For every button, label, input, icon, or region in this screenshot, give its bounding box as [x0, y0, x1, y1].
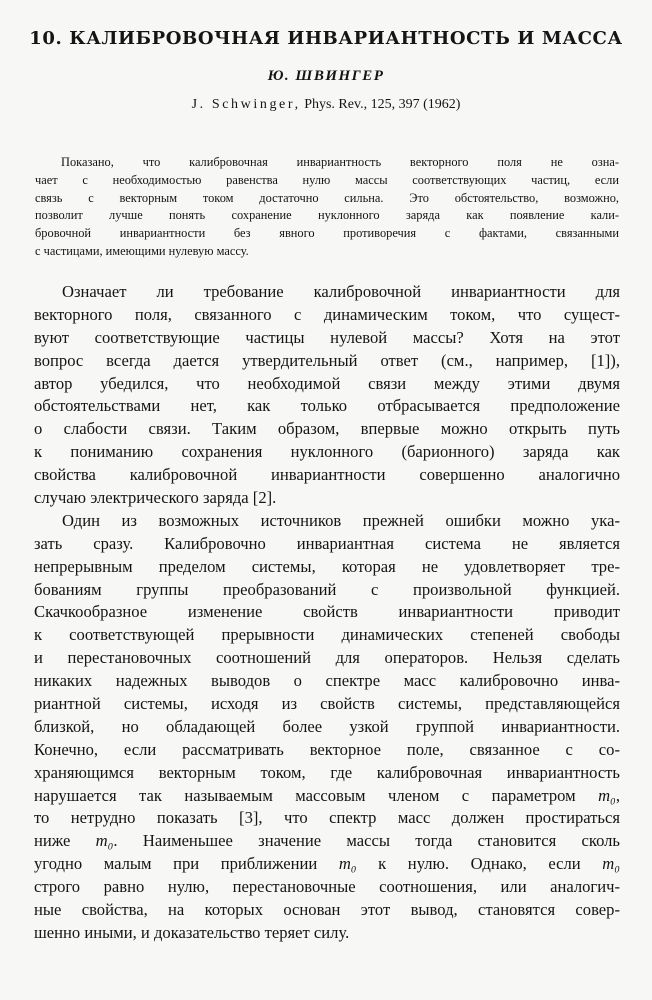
abstract-line: с частицами, имеющими нулевую массу.	[35, 243, 249, 258]
paragraph-1-line: к пониманию сохранения нуклонного (барионного) заряда как	[34, 442, 620, 462]
citation-reference: Phys. Rev., 125, 397 (1962)	[304, 97, 461, 112]
paragraph-2-line: Скачкообразное изменение свойств инвариантности приводит	[34, 602, 620, 622]
paragraph-1-line: автор убедился, что необходимой связи между этими двумя	[34, 373, 620, 393]
paragraph-2-line: ные свойства, на которых основан этот вывод, становятся совер-	[34, 900, 620, 920]
paragraph-2-line: близкой, но обладающей более узкой группой инвариантности.	[34, 716, 620, 736]
paragraph-1-line: Означает ли требование калибровочной инвариантности для	[62, 282, 620, 301]
paragraph-2-line: ниже m₀. Наименьшее значение массы тогда становится сколь	[34, 831, 620, 851]
paragraph-1-line: свойства калибровочной инвариантности совершенно аналогично	[34, 465, 620, 485]
citation-author: J. Schwinger,	[191, 97, 301, 112]
paragraph-2-line: риантной системы, исходя из свойств системы, представляющейся	[34, 694, 620, 714]
abstract-line: Показано, что калибровочная инвариантность векторного поля не озна-	[61, 155, 619, 169]
paragraph-2-line: бованиям группы преобразований с произвольной функцией.	[34, 579, 620, 599]
paragraph-2-line: никаких надежных выводов о спектре масс калибровочно инва-	[34, 671, 620, 691]
paragraph-2-line: непрерывным пределом системы, которая не удовлетворяет тре-	[34, 556, 620, 576]
abstract-line: позволит лучше понять сохранение нуклонного заряда как появление кали-	[35, 208, 619, 223]
abstract-line: связь с векторным током достаточно сильна. Это обстоятельство, возможно,	[35, 190, 619, 205]
paragraph-2-line: Один из возможных источников прежней ошибки можно ука-	[62, 510, 620, 530]
abstract-line: бровочной инвариантности без явного противоречия с фактами, связанными	[35, 226, 619, 241]
paragraph-2-line: то нетрудно показать [3], что спектр масс должен простираться	[34, 808, 620, 828]
paragraph-2-line: храняющимся векторным током, где калибровочная инвариантность	[34, 762, 620, 782]
article-title: 10. КАЛИБРОВОЧНАЯ ИНВАРИАНТНОСТЬ И МАССА	[29, 28, 623, 49]
body-text	[34, 281, 620, 945]
paragraph-1-line: о слабости связи. Таким образом, впервые можно открыть путь	[34, 419, 620, 439]
paragraph-1-line: случаю электрического заряда [2].	[34, 488, 277, 508]
paragraph-1-line: обстоятельствами нет, как только отбрасывается предположение	[34, 396, 620, 416]
paragraph-2-line: к соответствующей прерывности динамических степеней свободы	[34, 625, 620, 645]
citation	[0, 97, 652, 113]
paragraph-1-line: векторного поля, связанного с динамическим током, что сущест-	[34, 304, 620, 324]
paragraph-2-line: шенно иными, и доказательство теряет силу.	[34, 922, 350, 942]
paragraph-2-line: зать сразу. Калибровочно инвариантная система не является	[34, 533, 620, 553]
paragraph-2-line: строго равно нулю, перестановочные соотношения, или аналогич-	[34, 877, 620, 897]
paragraph-2-line: угодно малым при приближении m₀ к нулю. Однако, если m₀	[34, 854, 621, 874]
paragraph-1-line: вуют соответствующие частицы нулевой массы? Хотя на этот	[34, 327, 620, 347]
abstract	[35, 154, 619, 261]
paragraph-2-line: и перестановочных соотношений для операторов. Нельзя сделать	[34, 648, 620, 668]
author-name: Ю. ШВИНГЕР	[267, 68, 385, 84]
paragraph-2-line: Конечно, если рассматривать векторное поле, связанное с со-	[34, 739, 620, 759]
paragraph-1-line: вопрос всегда дается утвердительный ответ (см., например, [1]),	[34, 350, 620, 370]
paragraph-2-line: нарушается так называемым массовым членом с параметром m₀,	[34, 785, 620, 805]
abstract-line: чает с необходимостью равенства нулю массы соответствующих частиц, если	[35, 172, 619, 187]
